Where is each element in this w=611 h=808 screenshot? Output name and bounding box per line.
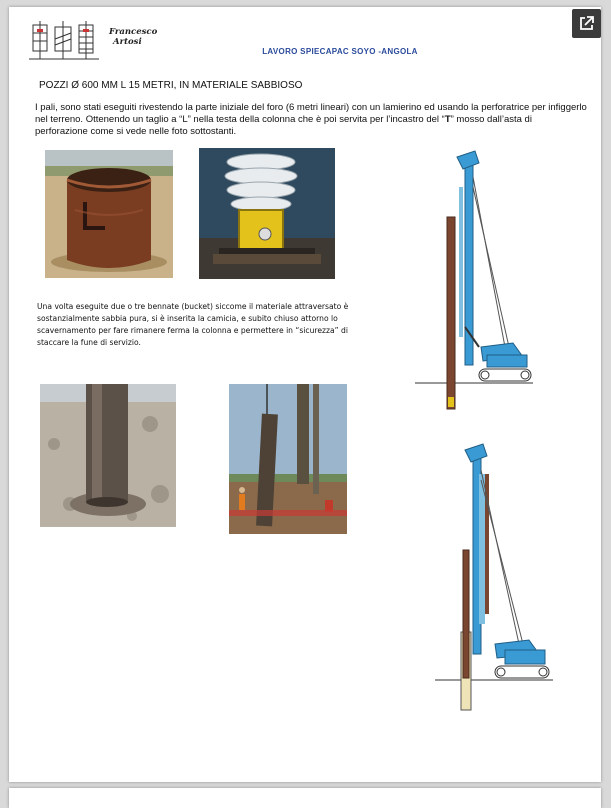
open-external-button[interactable] (572, 9, 601, 38)
photo-drill-head (199, 148, 335, 279)
brand-first-name: Francesco (109, 27, 158, 37)
bucket-paragraph: Una volta eseguite due o tre bennate (bucket) siccome il materiale attraversato è sostanzialmente sabbia pura, si è inserita la camicia, e subito chiuso attorno lo scavernamento per fare rimanere ferma la colonna e permettere in “sicurezza” di staccare la fune di servizio. (37, 302, 349, 347)
section-heading: POZZI Ø 600 MM L 15 METRI, IN MATERIALE SABBIOSO (39, 80, 303, 91)
diagram-drilling-rig-casing (413, 147, 537, 412)
photo-casing-in-ground (40, 384, 176, 527)
intro-text-end: ” mosso dall’asta di perforazione come si vede nelle foto sottostanti. (35, 114, 532, 137)
photo-lifting-casing (229, 384, 347, 534)
brand-name (109, 27, 157, 47)
brand-last-name: Artosi (113, 37, 142, 47)
intro-paragraph (35, 102, 587, 138)
diagram-drilling-rig-extraction (433, 440, 557, 712)
external-link-icon (572, 9, 601, 38)
company-logo-icon (29, 19, 109, 63)
intro-text-start: I pali, sono stati eseguiti rivestendo la parte iniziale del foro (6 metri lineari) con un lamierino ed usando la perforatrice per infiggerlo nel terreno. Ottenendo un taglio a “L” nella testa della colonna che è poi servita per l’incastro del “ (35, 102, 587, 125)
document-title: LAVORO SPIECAPAC SOYO -ANGOLA (262, 47, 418, 56)
next-page (9, 788, 601, 808)
document-page (9, 7, 601, 782)
intro-t-letter: T (444, 114, 451, 125)
photo-steel-casing (45, 150, 173, 278)
